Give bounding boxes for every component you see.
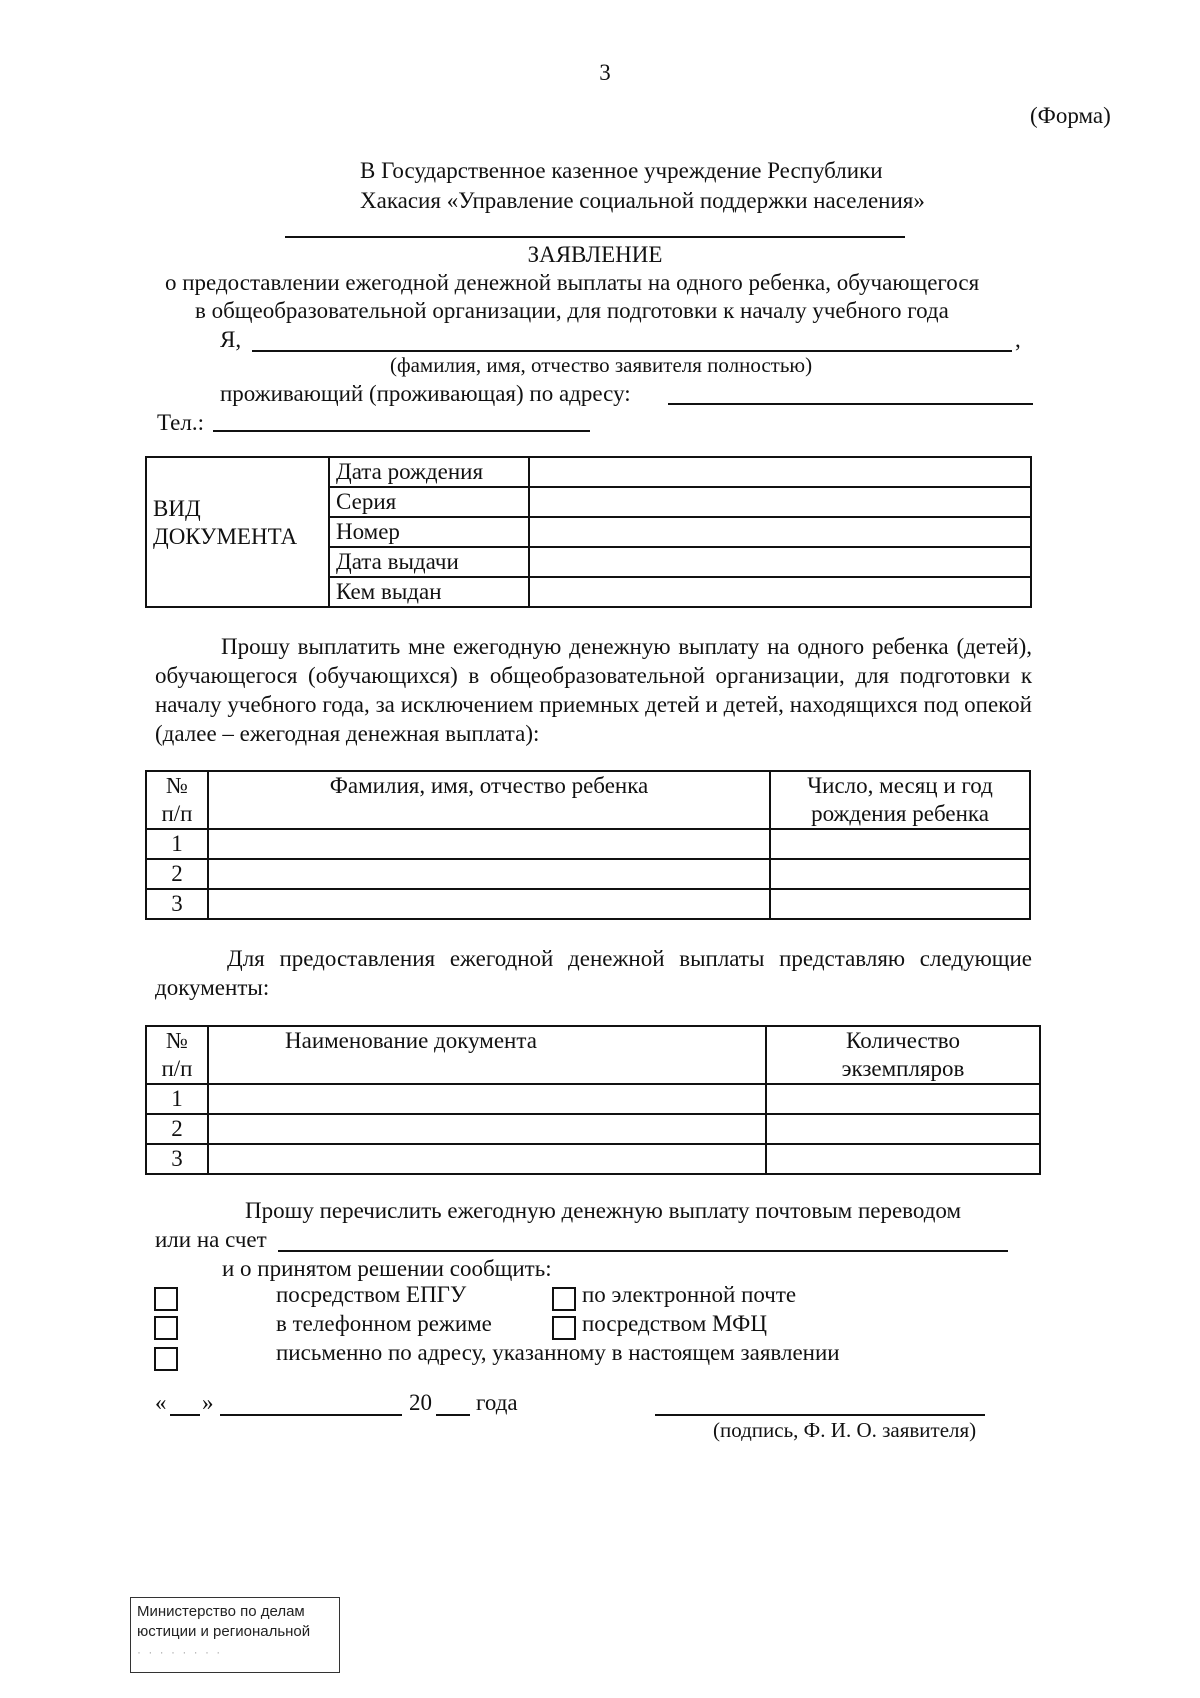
applicant-name-hint: (фамилия, имя, отчество заявителя полностью): [390, 353, 813, 377]
row-number: 3: [146, 1144, 208, 1174]
email-checkbox[interactable]: [552, 1287, 576, 1311]
child-birth-cell[interactable]: [770, 829, 1030, 859]
col-num-line-2: п/п: [161, 1056, 193, 1081]
phone-mode-label: в телефонном режиме: [276, 1311, 492, 1336]
signature-field[interactable]: [655, 1414, 985, 1416]
account-field[interactable]: [278, 1250, 1008, 1252]
col-birth-line-2: рождения ребенка: [811, 801, 989, 826]
document-subtitle-line-1: о предоставлении ежегодной денежной выплаты на одного ребенка, обучающегося: [165, 270, 980, 295]
document-type-line-1: ВИД: [153, 496, 201, 521]
document-subtitle-line-2: в общеобразовательной организации, для подготовки к началу учебного года: [195, 298, 949, 323]
issued-by-value[interactable]: [529, 577, 1031, 607]
issue-date-value[interactable]: [529, 547, 1031, 577]
stamp-line-1: Министерство по делам: [137, 1603, 305, 1620]
mfc-label: посредством МФЦ: [582, 1311, 767, 1336]
page-number: 3: [599, 60, 611, 85]
child-name-cell[interactable]: [208, 859, 770, 889]
form-label: (Форма): [1030, 103, 1111, 128]
address-field[interactable]: [668, 403, 1033, 405]
date-month-field[interactable]: [220, 1414, 402, 1416]
col-birth-line-1: Число, месяц и год: [807, 773, 993, 798]
column-header: [770, 771, 1030, 829]
column-header: [146, 771, 208, 829]
document-type-line-2: ДОКУМЕНТА: [153, 524, 298, 549]
transfer-line-2: или на счет: [155, 1227, 267, 1252]
document-name-cell[interactable]: [208, 1114, 766, 1144]
epgu-label: посредством ЕПГУ: [276, 1282, 467, 1307]
col-num-line-2: п/п: [161, 801, 193, 826]
mail-label: письменно по адресу, указанному в настоящем заявлении: [276, 1340, 840, 1365]
field-label: Дата выдачи: [329, 547, 529, 577]
mail-checkbox[interactable]: [154, 1347, 178, 1371]
table-row: [146, 1084, 1040, 1114]
applicant-comma: ,: [1015, 327, 1021, 352]
child-name-cell[interactable]: [208, 889, 770, 919]
field-label: Номер: [329, 517, 529, 547]
request-paragraph: Прошу выплатить мне ежегодную денежную выплату на одного ребенка (детей), обучающегося (обучающихся) в общеобразовательной организации, для подготовки к началу учебного года, за исключением приемных детей и детей, находящихся под опекой (далее – ежегодная денежная выплата):: [155, 634, 1032, 746]
phone-checkbox[interactable]: [154, 1316, 178, 1340]
column-header: [146, 1026, 208, 1084]
row-number: 3: [146, 889, 208, 919]
document-qty-cell[interactable]: [766, 1144, 1040, 1174]
date-year-suffix: года: [476, 1390, 518, 1415]
recipient-rule: [285, 236, 905, 238]
document-qty-cell[interactable]: [766, 1084, 1040, 1114]
series-value[interactable]: [529, 487, 1031, 517]
document-title: ЗАЯВЛЕНИЕ: [527, 242, 663, 267]
field-label: Серия: [329, 487, 529, 517]
date-open-quote: «: [155, 1390, 167, 1415]
table-row: [146, 829, 1030, 859]
table-row: [146, 1144, 1040, 1174]
applicant-name-field[interactable]: [252, 350, 1012, 352]
column-header: [766, 1026, 1040, 1084]
col-qty-line-2: экземпляров: [841, 1056, 965, 1081]
stamp-faint-line: · · · · · · · ·: [137, 1645, 223, 1659]
mfc-checkbox[interactable]: [552, 1316, 576, 1340]
date-day-field[interactable]: [170, 1414, 200, 1416]
documents-intro: Для предоставления ежегодной денежной выплаты представляю следующие документы:: [155, 946, 1032, 1000]
child-name-cell[interactable]: [208, 829, 770, 859]
table-row: [146, 1114, 1040, 1144]
col-num-line-1: №: [166, 773, 188, 798]
stamp-line-2: юстиции и региональной: [137, 1623, 311, 1640]
column-header: Наименование документа: [208, 1026, 766, 1084]
field-label: Кем выдан: [329, 577, 529, 607]
phone-field[interactable]: [213, 430, 590, 432]
row-number: 1: [146, 1084, 208, 1114]
date-year-prefix: 20: [409, 1390, 432, 1415]
id-document-table: [145, 456, 1032, 608]
child-birth-cell[interactable]: [770, 889, 1030, 919]
transfer-line-1: Прошу перечислить ежегодную денежную выплату почтовым переводом: [245, 1198, 962, 1223]
row-number: 1: [146, 829, 208, 859]
child-birth-cell[interactable]: [770, 859, 1030, 889]
email-label: по электронной почте: [582, 1282, 797, 1307]
row-number: 2: [146, 859, 208, 889]
table-row: [146, 889, 1030, 919]
applicant-i-label: Я,: [220, 327, 242, 352]
col-qty-line-1: Количество: [846, 1028, 960, 1053]
column-header: Фамилия, имя, отчество ребенка: [208, 771, 770, 829]
signature-hint: (подпись, Ф. И. О. заявителя): [713, 1418, 977, 1442]
row-number: 2: [146, 1114, 208, 1144]
epgu-checkbox[interactable]: [154, 1287, 178, 1311]
document-name-cell[interactable]: [208, 1084, 766, 1114]
document-name-cell[interactable]: [208, 1144, 766, 1174]
date-close-quote: »: [202, 1390, 214, 1415]
document-qty-cell[interactable]: [766, 1114, 1040, 1144]
notify-intro: и о принятом решении сообщить:: [222, 1256, 552, 1281]
children-table: [145, 770, 1031, 920]
table-row: [146, 859, 1030, 889]
field-label: Дата рождения: [329, 457, 529, 487]
registration-stamp: [130, 1597, 340, 1673]
documents-table: [145, 1025, 1041, 1175]
date-year-field[interactable]: [436, 1414, 470, 1416]
recipient-line-1: В Государственное казенное учреждение Республики: [360, 158, 883, 183]
number-value[interactable]: [529, 517, 1031, 547]
phone-label: Тел.:: [157, 410, 204, 435]
address-label: проживающий (проживающая) по адресу:: [220, 381, 631, 406]
birth-date-value[interactable]: [529, 457, 1031, 487]
col-num-line-1: №: [166, 1028, 188, 1053]
document-type-cell: [146, 457, 329, 607]
recipient-line-2: Хакасия «Управление социальной поддержки населения»: [360, 188, 925, 213]
